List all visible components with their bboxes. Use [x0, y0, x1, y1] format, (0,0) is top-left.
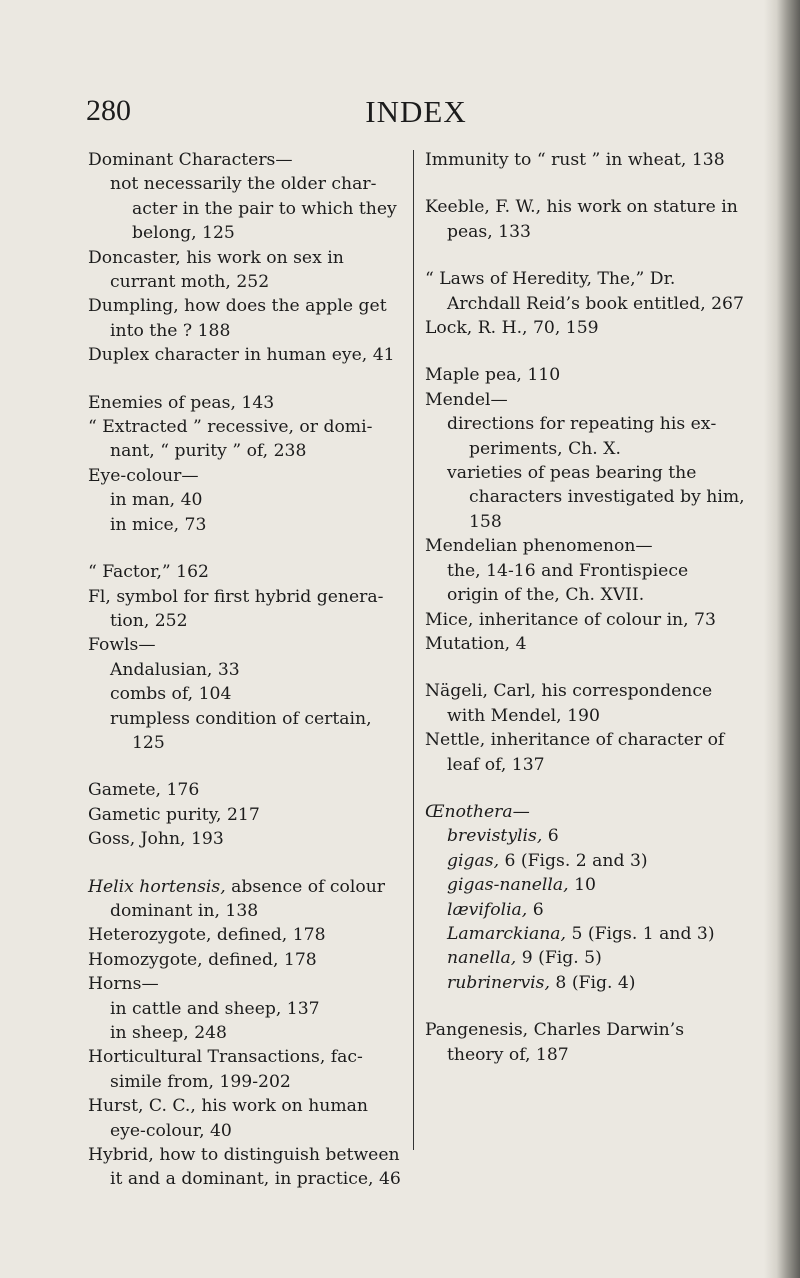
index-column-left: [88, 148, 408, 1192]
index-entry: Maple pea, 110: [425, 365, 561, 386]
page-header: [86, 94, 746, 144]
italic-term: nanella,: [447, 948, 517, 969]
index-column-right: [425, 148, 745, 1067]
index-entry: “ Factor,” 162: [88, 562, 209, 583]
index-entry: Mendel—: [425, 389, 508, 410]
index-subentry: in man, 40: [110, 490, 203, 511]
index-entry: Dumpling, how does the apple get into the ? 188: [88, 296, 387, 341]
index-entry: Nägeli, Carl, his correspondence with Mendel, 190: [425, 681, 713, 726]
index-entry: Goss, John, 193: [88, 829, 224, 850]
page-edge-shadow: [764, 0, 800, 1278]
index-entry: Heterozygote, defined, 178: [88, 925, 326, 946]
index-entry: Immunity to “ rust ” in wheat, 138: [425, 150, 725, 170]
entry-gap: [425, 656, 745, 679]
index-subentry: varieties of peas bearing the characters investigated by him, 158: [447, 463, 745, 532]
entry-gap: [425, 777, 745, 800]
index-subentry: [425, 824, 745, 848]
italic-term: Helix hortensis,: [88, 876, 226, 897]
page-number: 280: [86, 94, 131, 127]
index-entry: “ Laws of Heredity, The,” Dr. Archdall Reid’s book entitled, 267: [425, 269, 744, 314]
entry-gap: [425, 995, 745, 1018]
index-subentry: rumpless condition of certain, 125: [110, 708, 372, 753]
entry-text: 6: [542, 826, 559, 847]
italic-term: brevistylis,: [447, 826, 543, 847]
index-entry: Duplex character in human eye, 41: [88, 345, 395, 366]
index-subentry: [425, 849, 745, 873]
index-subentry: [425, 946, 745, 970]
index-subentry: combs of, 104: [110, 684, 232, 705]
entry-text: absence of colour dominant in, 138: [110, 876, 386, 921]
index-entry: Keeble, F. W., his work on stature in peas, 133: [425, 197, 738, 242]
index-entry: Mutation, 4: [425, 633, 527, 654]
index-entry: Lock, R. H., 70, 159: [425, 318, 599, 339]
entry-gap: [88, 755, 408, 778]
index-entry: Horns—: [88, 974, 159, 995]
index-entry: Hybrid, how to distinguish between it and a dominant, in practice, 46: [88, 1145, 401, 1190]
index-subentry: Andalusian, 33: [110, 659, 240, 680]
index-entry: Fowls—: [88, 635, 156, 656]
index-subentry: the, 14-16 and Frontispiece: [447, 560, 689, 581]
italic-term: rubrinervis,: [447, 972, 550, 993]
index-entry: Enemies of peas, 143: [88, 392, 275, 413]
index-entry: Gamete, 176: [88, 780, 200, 801]
index-entry: Homozygote, defined, 178: [88, 949, 317, 970]
italic-term: gigas-nanella,: [447, 875, 569, 896]
index-subentry: [425, 898, 745, 922]
entry-text: 10: [568, 875, 596, 896]
index-entry: Dominant Characters—: [88, 150, 293, 170]
index-entry: Mice, inheritance of colour in, 73: [425, 609, 716, 630]
page-title: INDEX: [365, 94, 467, 129]
entry-gap: [425, 244, 745, 267]
index-subentry: directions for repeating his experiments, Ch. X.: [447, 414, 717, 459]
column-divider: [413, 150, 414, 1150]
index-entry: Nettle, inheritance of character of leaf of, 137: [425, 730, 725, 775]
index-subentry: in mice, 73: [110, 514, 207, 535]
entry-text: 5 (Figs. 1 and 3): [566, 923, 715, 944]
index-entry: Mendelian phenomenon—: [425, 536, 653, 557]
index-subentry: in cattle and sheep, 137: [110, 998, 320, 1019]
index-subentry: [425, 873, 745, 897]
entry-gap: [425, 172, 745, 195]
index-subentry: not necessarily the older character in the pair to which they belong, 125: [110, 174, 397, 244]
index-entry: Fl, symbol for first hybrid generation, 252: [88, 586, 384, 631]
index-entry: Hurst, C. C., his work on human eye-colour, 40: [88, 1096, 368, 1141]
entry-text: 8 (Fig. 4): [549, 972, 636, 993]
italic-term: Œnothera—: [425, 801, 530, 822]
index-subentry: [425, 922, 745, 946]
index-subentry: [425, 971, 745, 995]
entry-gap: [425, 340, 745, 363]
index-entry: [425, 800, 745, 824]
entry-text: 6 (Figs. 2 and 3): [499, 850, 648, 871]
entry-gap: [88, 368, 408, 391]
entry-gap: [88, 537, 408, 560]
italic-term: Lamarckiana,: [447, 923, 566, 944]
entry-gap: [88, 852, 408, 875]
index-entry: Horticultural Transactions, facsimile from, 199-202: [88, 1047, 363, 1092]
index-entry: Doncaster, his work on sex in currant moth, 252: [88, 247, 344, 293]
index-entry: Eye-colour—: [88, 465, 199, 486]
index-entry: [88, 875, 408, 924]
italic-term: gigas,: [447, 850, 500, 871]
index-entry: Pangenesis, Charles Darwin’s theory of, 187: [425, 1020, 685, 1065]
index-entry: “ Extracted ” recessive, or dominant, “ purity ” of, 238: [88, 417, 373, 462]
entry-text: 6: [527, 899, 544, 920]
index-subentry: in sheep, 248: [110, 1023, 227, 1043]
entry-text: 9 (Fig. 5): [516, 948, 602, 969]
italic-term: lævifolia,: [447, 899, 528, 920]
index-entry: Gametic purity, 217: [88, 804, 260, 825]
index-subentry: origin of the, Ch. XVII.: [447, 585, 645, 606]
